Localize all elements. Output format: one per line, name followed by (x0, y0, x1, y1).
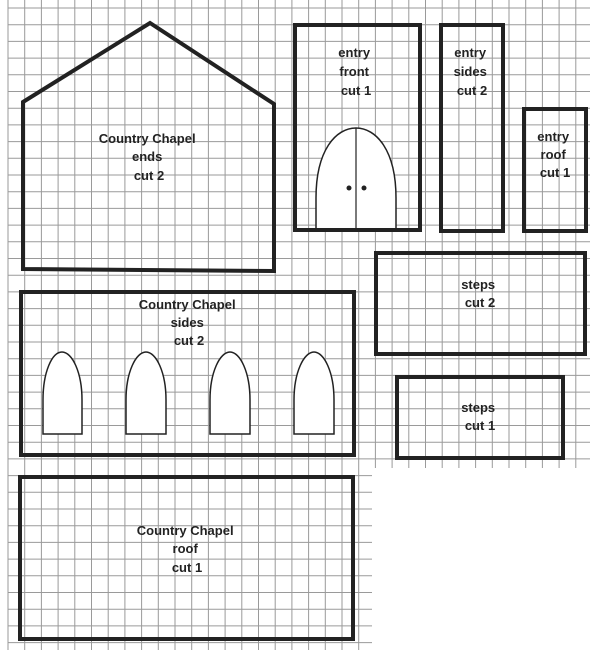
door-knob-right (362, 186, 367, 191)
door-knob-left (347, 186, 352, 191)
side-window-4 (294, 352, 334, 434)
steps-cut2-line-1: steps (461, 277, 496, 292)
chapel-roof-line-2: roof (172, 541, 198, 556)
entry-roof-label (537, 129, 572, 180)
chapel-roof-line-3: cut 1 (171, 560, 203, 575)
piece-entry-roof (524, 109, 586, 231)
entry-sides-label (454, 45, 491, 98)
piece-steps-cut1 (397, 377, 563, 458)
chapel-ends-outline (23, 23, 274, 271)
entry-roof-line-2: roof (540, 147, 566, 162)
chapel-sides-line-3: cut 2 (173, 333, 205, 348)
side-window-2 (126, 352, 166, 434)
chapel-sides-line-1: Country Chapel (138, 297, 236, 312)
steps-cut1-line-2: cut 1 (464, 418, 496, 433)
entry-front-line-3: cut 1 (340, 83, 372, 98)
piece-chapel-roof (20, 477, 353, 639)
piece-chapel-ends (23, 23, 274, 271)
chapel-roof-line-1: Country Chapel (136, 523, 234, 538)
chapel-ends-line-2: ends (132, 149, 163, 164)
chapel-roof-outline (20, 477, 353, 639)
side-window-3 (210, 352, 250, 434)
piece-entry-sides (441, 25, 503, 231)
entry-sides-line-3: cut 2 (456, 83, 488, 98)
entry-roof-line-1: entry (537, 129, 570, 144)
steps-cut2-line-2: cut 2 (464, 295, 496, 310)
entry-front-line-1: entry (338, 45, 371, 60)
piece-entry-front (295, 25, 420, 230)
steps-cut1-line-1: steps (461, 400, 496, 415)
entry-sides-line-2: sides (453, 64, 487, 79)
piece-chapel-sides (21, 292, 354, 455)
entry-sides-line-1: entry (454, 45, 487, 60)
chapel-ends-line-1: Country Chapel (98, 131, 196, 146)
chapel-sides-line-2: sides (170, 315, 204, 330)
entry-front-label (338, 45, 373, 98)
piece-steps-cut2 (376, 253, 585, 354)
entry-roof-line-3: cut 1 (539, 165, 571, 180)
entry-front-line-2: front (339, 64, 369, 79)
chapel-ends-line-3: cut 2 (133, 168, 165, 183)
